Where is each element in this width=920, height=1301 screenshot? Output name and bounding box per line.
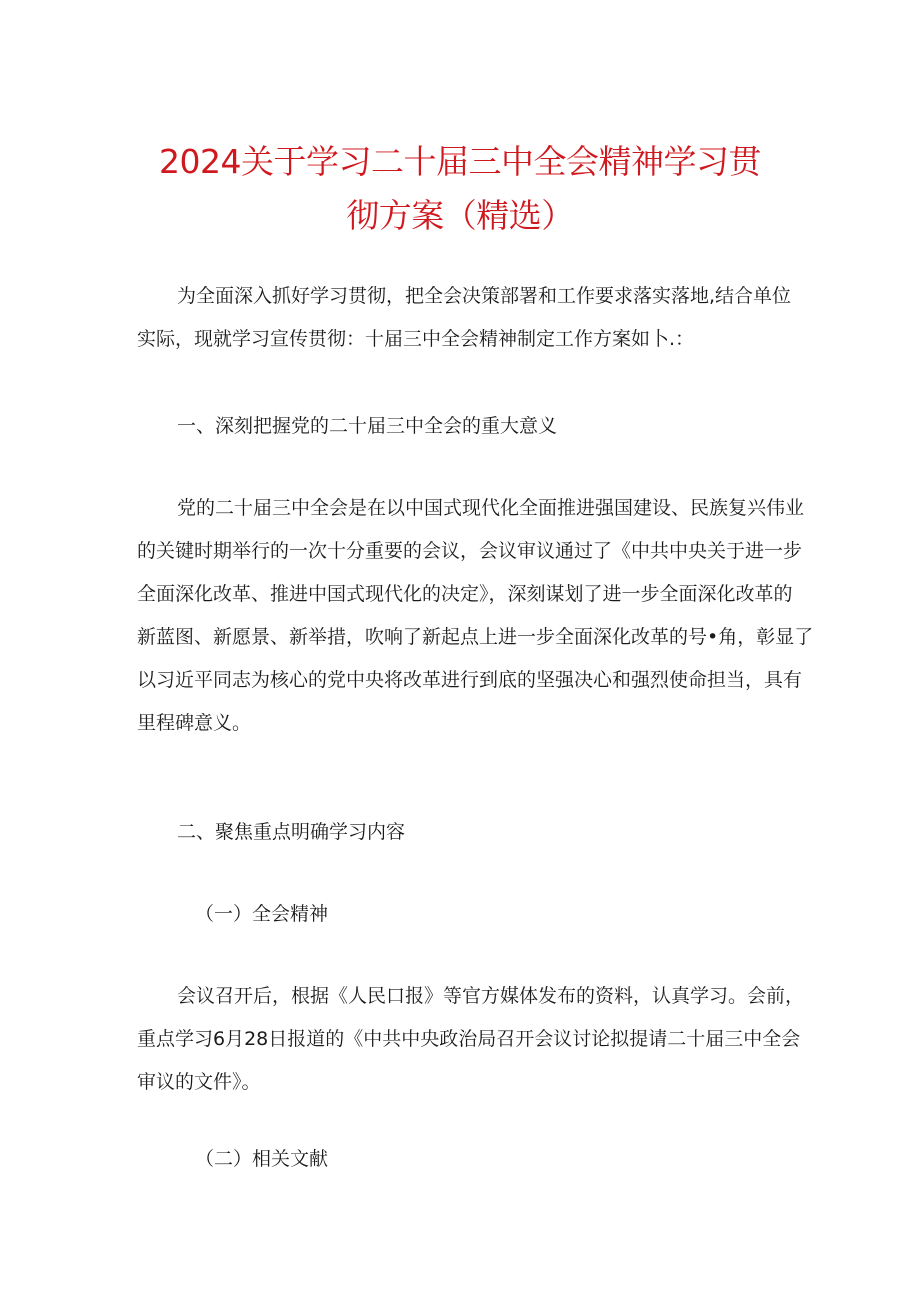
- subsection-2-heading-block: [137, 1138, 797, 1181]
- section-2-heading-block: [137, 811, 797, 854]
- subsection-1-body-line: 重点学习6月28日报道的《中共中央政治局召开会议讨论拟提请二十届三中全会: [137, 1028, 801, 1050]
- subsection-1-body-line: 会议召开后，根据《人民口报》等官方媒体发布的资料，认真学习。会前，: [177, 985, 805, 1007]
- section-1-body-line: 全面深化改革、推进中国式现代化的决定》，深刻谋划了进一步全面深化改革的: [137, 583, 793, 605]
- intro-line-2: 实际，现就学习宣传贯彻：十届三中全会精神制定工作方案如卜.：: [137, 328, 695, 350]
- intro-line-1: 为全面深入抓好学习贯彻，把全会决策部署和工作要求落实落地,结合单位: [177, 285, 792, 307]
- subsection-1-heading-block: [137, 893, 797, 936]
- section-1-body: [137, 487, 814, 745]
- section-1-body-line: 以习近平同志为核心的党中央将改革进行到底的坚强决心和强烈使命担当，具有: [137, 669, 803, 691]
- section-2-heading: 二、聚焦重点明确学习内容: [177, 821, 406, 843]
- subsection-1-body: [137, 975, 805, 1104]
- section-1-body-line: 的关键时期举行的一次十分重要的会议，会议审议通过了《中共中央关于进一步: [137, 540, 803, 562]
- subsection-1-body-line: 审议的文件》。: [137, 1071, 261, 1093]
- subsection-2-heading: （二）相关文献: [195, 1148, 329, 1170]
- section-1-body-line: 党的二十届三中全会是在以中国式现代化全面推进强国建设、民族复兴伟业: [177, 497, 805, 519]
- intro-paragraph: [137, 275, 797, 361]
- document-title-line-2: 彻方案（精选）: [346, 196, 574, 235]
- section-1-heading-block: [137, 405, 797, 448]
- subsection-1-heading: （一）全会精神: [195, 903, 329, 925]
- section-1-body-line: 里程碑意义。: [137, 712, 252, 734]
- section-1-body-line: 新蓝图、新愿景、新举措，吹响了新起点上进一步全面深化改革的号•角，彰显了: [137, 626, 814, 648]
- section-1-heading: 一、深刻把握党的二十届三中全会的重大意义: [177, 415, 558, 437]
- document-title-line-1: 2024关于学习二十届三中全会精神学习贯: [159, 142, 761, 181]
